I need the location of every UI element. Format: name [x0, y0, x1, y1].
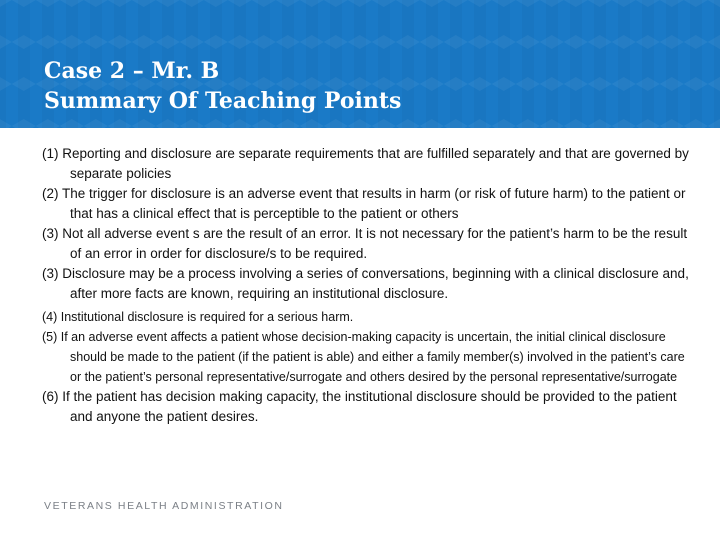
footer-label: VETERANS HEALTH ADMINISTRATION: [44, 500, 284, 512]
teaching-point: (1) Reporting and disclosure are separate requirements that are fulfilled separately and that are governed by separate policies: [42, 146, 689, 181]
title-banner: [0, 0, 720, 128]
teaching-point: (6) If the patient has decision making capacity, the institutional disclosure should be provided to the patient and anyone the patient desires.: [42, 389, 677, 424]
teaching-point: (5) If an adverse event affects a patient whose decision-making capacity is uncertain, the initial clinical disclosure should be made to the patient (if the patient is able) and either a family member(s) involved in the patient’s care or the patient’s personal representative/surrogate and others desired by the personal representative/surrogate: [42, 330, 685, 384]
slide-title-line-2: Summary Of Teaching Points: [44, 88, 402, 114]
teaching-points-list: [42, 144, 692, 427]
teaching-point: (3) Disclosure may be a process involving a series of conversations, beginning with a clinical disclosure and, after more facts are known, requiring an institutional disclosure.: [42, 266, 689, 301]
teaching-point: (2) The trigger for disclosure is an adverse event that results in harm (or risk of future harm) to the patient or that has a clinical effect that is perceptible to the patient or others: [42, 186, 686, 221]
slide-title: [44, 56, 401, 116]
teaching-point: (4) Institutional disclosure is required for a serious harm.: [42, 310, 354, 324]
teaching-point: (3) Not all adverse event s are the result of an error. It is not necessary for the patient’s harm to be the result of an error in order for disclosure/s to be required.: [42, 226, 688, 261]
slide-title-line-1: Case 2 – Mr. B: [44, 58, 220, 84]
